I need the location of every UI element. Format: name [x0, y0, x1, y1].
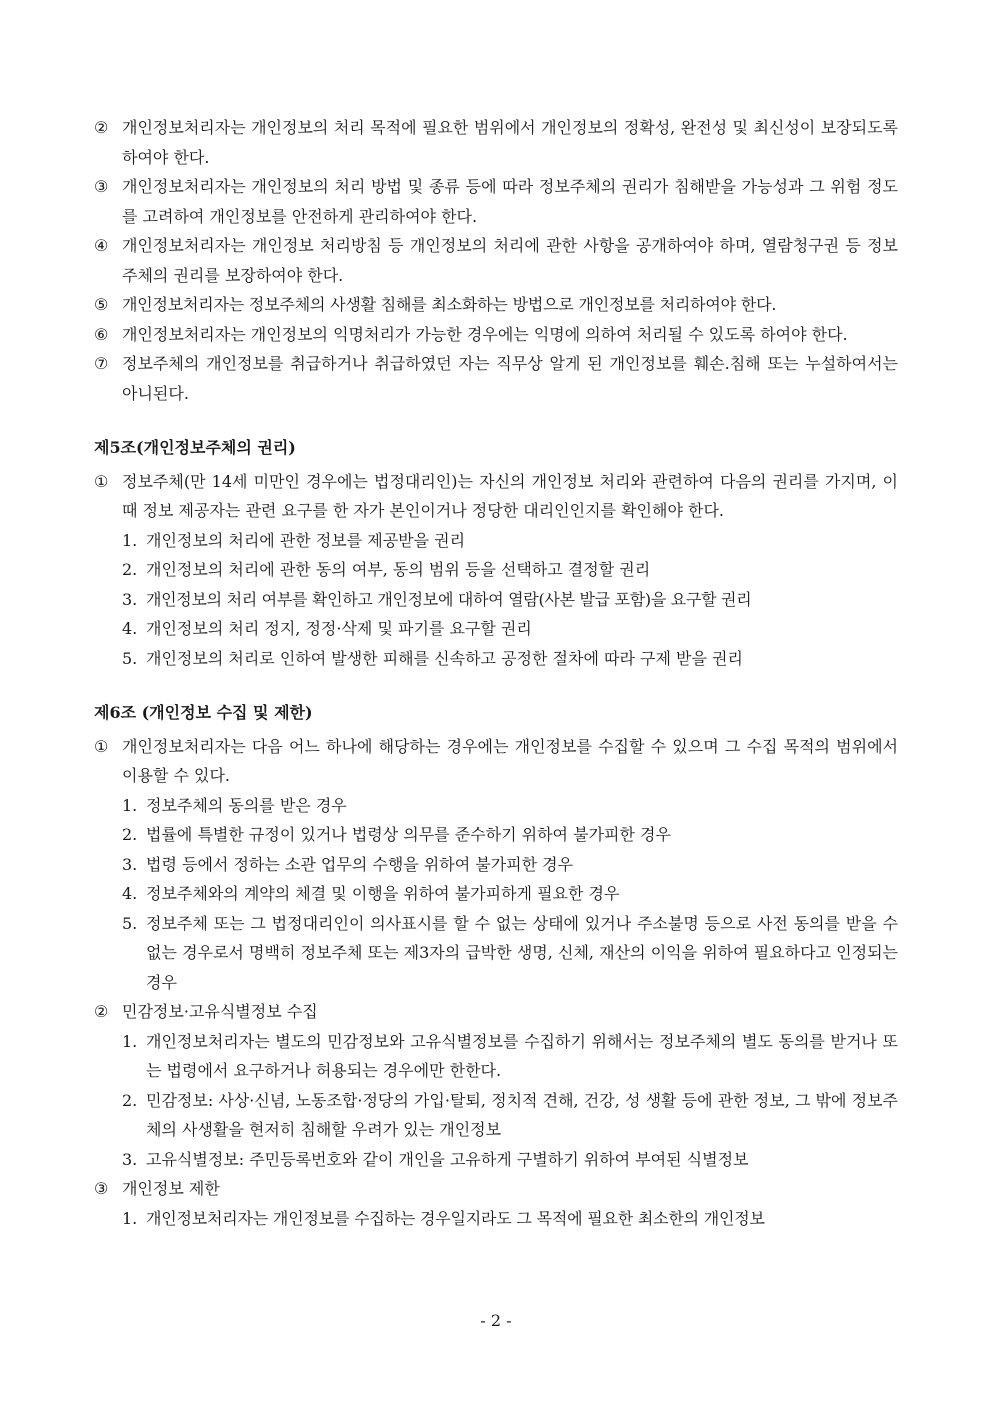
list-item-text: 개인정보의 처리 여부를 확인하고 개인정보에 대하여 열람(사본 발급 포함)을 요구할 권리 — [146, 589, 752, 609]
list-item-text: 개인정보의 처리에 관한 동의 여부, 동의 범위 등을 선택하고 결정할 권리 — [146, 560, 651, 579]
paragraph-marker: ② — [94, 118, 109, 137]
article-5-heading: 제5조(개인정보주체의 권리) — [94, 438, 296, 457]
list-item — [94, 644, 898, 674]
list-item — [94, 585, 898, 615]
paragraph-text: 개인정보 제한 — [122, 1179, 220, 1198]
paragraph-marker: ① — [94, 736, 109, 756]
list-item-text: 정보주체 또는 그 법정대리인이 의사표시를 할 수 없는 상태에 있거나 주소불명 등으로 사전 동의를 받을 수 없는 경우로서 명백히 정보주체 또는 제3자의 급박한 생명, 신체, 재산의 이익을 위하여 필요하다고 인정되는 경우 — [146, 913, 898, 992]
list-item-text: 법률에 특별한 규정이 있거나 법령상 의무를 준수하기 위하여 불가피한 경우 — [146, 825, 671, 844]
list-item-marker: 5. — [122, 648, 138, 668]
paragraph-marker: ⑦ — [94, 354, 109, 373]
list-item — [94, 791, 898, 821]
list-item — [94, 526, 898, 556]
paragraph — [94, 172, 898, 231]
list-item — [94, 614, 898, 644]
paragraph-text: 개인정보처리자는 개인정보의 처리 방법 및 종류 등에 따라 정보주체의 권리가 침해받을 가능성과 그 위험 정도를 고려하여 개인정보를 안전하게 관리하여야 한다. — [122, 177, 898, 226]
list-item-marker: 4. — [122, 619, 138, 638]
list-item — [94, 909, 898, 998]
paragraph-text: 정보주체의 개인정보를 취급하거나 취급하였던 자는 직무상 알게 된 개인정보를 훼손.침해 또는 누설하여서는 아니된다. — [122, 354, 898, 403]
list-item-text: 개인정보처리자는 별도의 민감정보와 고유식별정보를 수집하기 위해서는 정보주체의 별도 동의를 받거나 또는 법령에서 요구하거나 허용되는 경우에만 한한다. — [146, 1031, 898, 1080]
list-item — [94, 1204, 898, 1234]
list-item-marker: 3. — [122, 854, 138, 874]
list-item-text: 정보주체와의 계약의 체결 및 이행을 위하여 불가피하게 필요한 경우 — [146, 884, 620, 903]
list-item — [94, 820, 898, 850]
paragraph-marker: ③ — [94, 1179, 109, 1198]
list-item — [94, 555, 898, 585]
paragraph — [94, 320, 898, 350]
list-item-marker: 1. — [122, 1031, 138, 1051]
paragraph — [94, 231, 898, 290]
list-item-marker: 4. — [122, 884, 138, 903]
paragraph-marker: ③ — [94, 177, 109, 196]
article-6-heading: 제6조 (개인정보 수집 및 제한) — [94, 703, 313, 722]
list-item — [94, 1145, 898, 1175]
list-item-marker: 2. — [122, 1090, 138, 1110]
list-item-marker: 2. — [122, 825, 138, 844]
list-item-marker: 3. — [122, 1149, 138, 1169]
paragraph-marker: ② — [94, 1002, 109, 1021]
paragraph-text: 개인정보처리자는 정보주체의 사생활 침해를 최소화하는 방법으로 개인정보를 처리하여야 한다. — [122, 295, 777, 314]
paragraph-text: 개인정보처리자는 개인정보의 처리 목적에 필요한 범위에서 개인정보의 정확성, 완전성 및 최신성이 보장되도록 하여야 한다. — [122, 118, 898, 167]
list-item — [94, 1086, 898, 1145]
list-item-marker: 5. — [122, 913, 138, 933]
paragraph-text: 개인정보처리자는 개인정보의 익명처리가 가능한 경우에는 익명에 의하여 처리될 수 있도록 하여야 한다. — [122, 324, 848, 344]
paragraph-marker: ① — [94, 471, 109, 491]
list-item-marker: 1. — [122, 795, 138, 815]
list-item-text: 개인정보처리자는 개인정보를 수집하는 경우일지라도 그 목적에 필요한 최소한의 개인정보 — [146, 1208, 765, 1228]
page-number: - 2 - — [480, 1311, 512, 1330]
paragraph — [94, 349, 898, 408]
list-item-text: 개인정보의 처리 정지, 정정·삭제 및 파기를 요구할 권리 — [146, 619, 532, 638]
list-item — [94, 1027, 898, 1086]
list-item-marker: 1. — [122, 530, 138, 550]
list-item-marker: 3. — [122, 589, 138, 609]
paragraph — [94, 997, 898, 1027]
list-item-text: 개인정보의 처리에 관한 정보를 제공받을 권리 — [146, 530, 466, 550]
list-item-marker: 2. — [122, 560, 138, 579]
list-item-marker: 1. — [122, 1208, 138, 1228]
list-item-text: 법령 등에서 정하는 소관 업무의 수행을 위하여 불가피한 경우 — [146, 854, 574, 874]
paragraph-text: 민감정보·고유식별정보 수집 — [122, 1002, 318, 1021]
list-item-text: 고유식별정보: 주민등록번호와 같이 개인을 고유하게 구별하기 위하여 부여된 식별정보 — [146, 1149, 749, 1169]
list-item-text: 정보주체의 동의를 받은 경우 — [146, 795, 347, 815]
paragraph-text: 개인정보처리자는 다음 어느 하나에 해당하는 경우에는 개인정보를 수집할 수 있으며 그 수집 목적의 범위에서 이용할 수 있다. — [122, 736, 898, 785]
list-item-text: 민감정보: 사상·신념, 노동조합·정당의 가입·탈퇴, 정치적 견해, 건강, 성 생활 등에 관한 정보, 그 밖에 정보주체의 사생활을 현저히 침해할 우려가 있는 개인정보 — [146, 1090, 898, 1139]
paragraph — [94, 732, 898, 791]
list-item — [94, 879, 898, 909]
paragraph-marker: ⑥ — [94, 324, 109, 344]
list-item-text: 개인정보의 처리로 인하여 발생한 피해를 신속하고 공정한 절차에 따라 구제 받을 권리 — [146, 648, 743, 668]
paragraph — [94, 113, 898, 172]
paragraph-marker: ⑤ — [94, 295, 109, 314]
paragraph — [94, 290, 898, 320]
paragraph — [94, 1174, 898, 1204]
document-body — [94, 113, 898, 1233]
paragraph-marker: ④ — [94, 236, 109, 255]
paragraph — [94, 467, 898, 526]
list-item — [94, 850, 898, 880]
paragraph-text: 정보주체(만 14세 미만인 경우에는 법정대리인)는 자신의 개인정보 처리와 관련하여 다음의 권리를 가지며, 이때 정보 제공자는 관련 요구를 한 자가 본인이거나 정당한 대리인인지를 확인해야 한다. — [122, 471, 898, 520]
paragraph-text: 개인정보처리자는 개인정보 처리방침 등 개인정보의 처리에 관한 사항을 공개하여야 하며, 열람청구권 등 정보주체의 권리를 보장하여야 한다. — [122, 236, 898, 285]
